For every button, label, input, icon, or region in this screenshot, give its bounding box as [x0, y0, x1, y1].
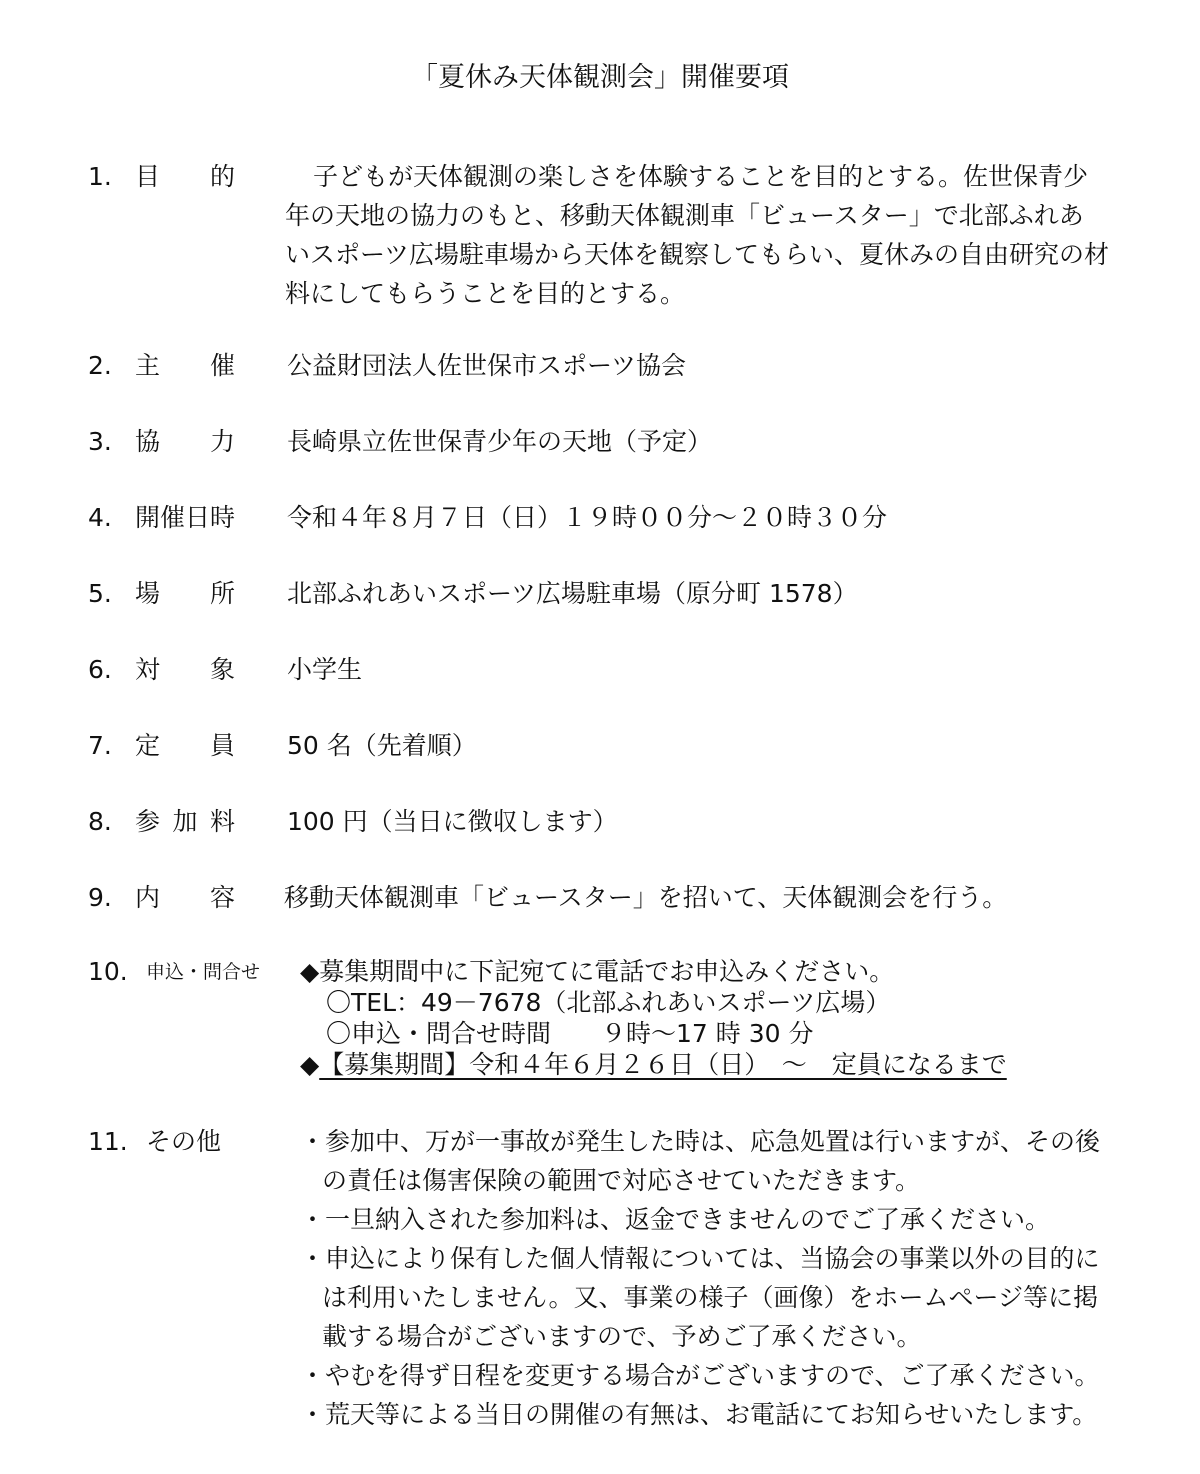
item-3-label-char-1: 協 [135, 427, 161, 456]
item-9-label-char-1: 内 [135, 883, 161, 912]
item-8-label-char-2: 加 [172, 807, 198, 836]
item-11-label: その他 [146, 1127, 222, 1156]
item-2-label [135, 346, 235, 386]
item-3-cooperation: 長崎県立佐世保青少年の天地（予定） [287, 427, 713, 456]
note-continuation: 載する場合がございますので、予めご了承ください。 [322, 1322, 922, 1351]
item-7-number: 7. [88, 731, 112, 760]
note-bullet: ・参加中、万が一事故が発生した時は、応急処置は行いますが、その後 [300, 1127, 1101, 1156]
phone-line: 〇TEL：49－7678（北部ふれあいスポーツ広場） [326, 988, 891, 1017]
item-1-label-char-2: 的 [209, 162, 235, 191]
item-8-number: 8. [88, 807, 112, 836]
note-bullet: ・荒天等による当日の開催の有無は、お電話にてお知らせいたします。 [300, 1400, 1098, 1429]
item-10-number: 10. [88, 957, 128, 986]
purpose-line: 子どもが天体観測の楽しさを体験することを目的とする。佐世保青少 [313, 162, 1089, 191]
application-info [300, 956, 1007, 1080]
item-3-label [135, 422, 235, 462]
inquiry-hours-line: 〇申込・問合せ時間 ９時～17 時 30 分 [326, 1019, 814, 1048]
item-1-number: 1. [88, 162, 112, 191]
item-1-label-char-1: 目 [135, 162, 161, 191]
note-bullet: ・やむを得ず日程を変更する場合がございますので、ご了承ください。 [300, 1361, 1100, 1390]
item-8-label-char-1: 参 [135, 807, 161, 836]
item-3-number: 3. [88, 427, 112, 456]
item-6-label-char-2: 象 [209, 655, 235, 684]
application-line: ◆募集期間中に下記宛てに電話でお申込みください。 [300, 957, 895, 986]
item-5-number: 5. [88, 579, 112, 608]
note-bullet: ・申込により保有した個人情報については、当協会の事業以外の目的に [300, 1244, 1100, 1273]
item-2-organizer: 公益財団法人佐世保市スポーツ協会 [287, 351, 687, 380]
item-8-label [135, 802, 235, 842]
application-period-line [300, 1049, 1007, 1080]
document-title: 「夏休み天体観測会」開催要項 [411, 62, 789, 93]
item-2-label-char-1: 主 [135, 351, 161, 380]
item-7-label [135, 726, 235, 766]
item-6-label-char-1: 対 [135, 655, 161, 684]
item-9-number: 9. [88, 883, 112, 912]
note-bullet: ・一旦納入された参加料は、返金できませんのでご了承ください。 [300, 1205, 1051, 1234]
other-notes [300, 1122, 1130, 1434]
diamond-marker: ◆ [300, 1050, 320, 1079]
item-7-capacity: 50 名（先着順） [287, 731, 477, 760]
item-4-label: 開催日時 [135, 503, 236, 532]
item-5-label-char-1: 場 [135, 579, 161, 608]
item-6-target: 小学生 [287, 655, 363, 684]
item-1-label [135, 157, 235, 197]
item-6-number: 6. [88, 655, 112, 684]
note-continuation: は利用いたしません。又、事業の様子（画像）をホームページ等に掲 [322, 1283, 1099, 1312]
item-5-label [135, 574, 235, 614]
note-continuation: の責任は傷害保険の範囲で対応させていただきます。 [322, 1166, 921, 1195]
purpose-line: いスポーツ広場駐車場から天体を観察してもらい、夏休みの自由研究の材 [285, 240, 1110, 269]
item-7-label-char-2: 員 [209, 731, 235, 760]
application-period: 【募集期間】令和４年６月２６日（日） ～ 定員になるまで [319, 1050, 1007, 1079]
item-5-venue: 北部ふれあいスポーツ広場駐車場（原分町 1578） [287, 579, 858, 608]
item-9-content: 移動天体観測車「ビュースター」を招いて、天体観測会を行う。 [284, 883, 1008, 912]
item-11-number: 11. [88, 1127, 128, 1156]
item-9-label [135, 878, 235, 918]
item-8-label-char-3: 料 [209, 807, 235, 836]
item-5-label-char-2: 所 [209, 579, 235, 608]
item-9-label-char-2: 容 [209, 883, 235, 912]
purpose-line: 料にしてもらうことを目的とする。 [285, 279, 686, 308]
item-7-label-char-1: 定 [135, 731, 161, 760]
item-10-label: 申込・問合せ [146, 961, 261, 983]
item-8-fee: 100 円（当日に徴収します） [287, 807, 618, 836]
purpose-line: 年の天地の協力のもと、移動天体観測車「ビュースター」で北部ふれあ [285, 201, 1084, 230]
item-4-datetime: 令和４年８月７日（日）１９時００分～２０時３０分 [287, 503, 888, 532]
item-1-purpose-text [285, 157, 1115, 313]
item-2-label-char-2: 催 [209, 351, 235, 380]
item-6-label [135, 650, 235, 690]
item-3-label-char-2: 力 [209, 427, 235, 456]
item-4-number: 4. [88, 503, 112, 532]
item-2-number: 2. [88, 351, 112, 380]
